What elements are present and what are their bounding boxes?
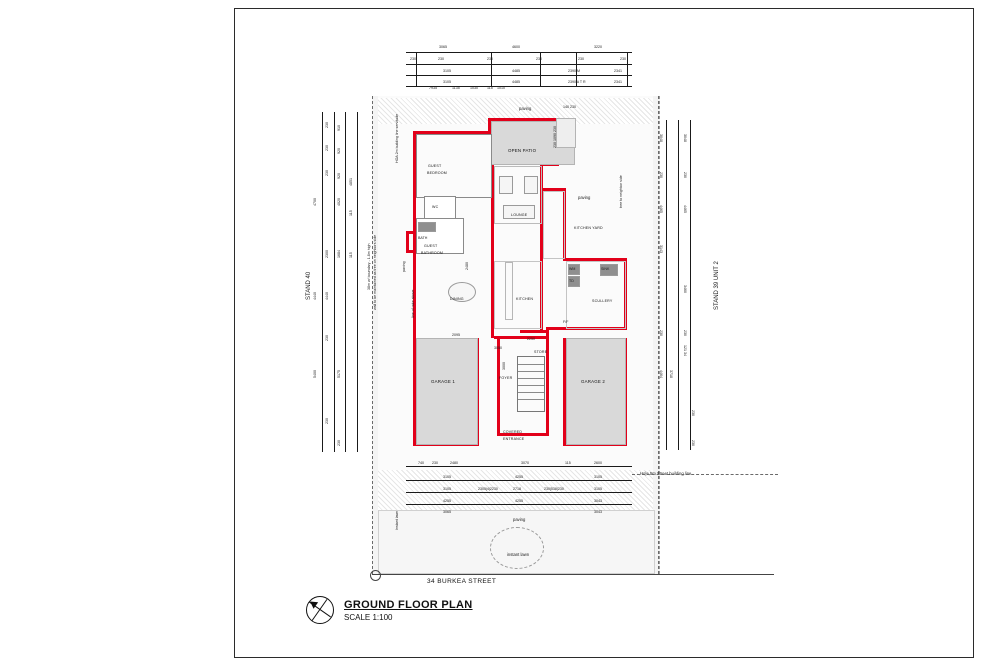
dim-top-row2-line — [406, 64, 632, 65]
fixture-label-td: TD — [569, 279, 574, 283]
dim-top-row3-line — [406, 75, 632, 76]
dim-bot-3105: 3105 — [443, 475, 451, 479]
dim-left-line2 — [334, 112, 335, 452]
dim-left-230-e: 230 — [325, 418, 329, 424]
dim-left-115b: 115 — [349, 252, 353, 258]
dim-right-3048b: 3048 — [683, 134, 687, 142]
boundary-wall-note2: wall to be maintained as tree on neighbors side — [373, 234, 377, 310]
dim-top-7935: 7935 — [429, 86, 437, 90]
bath-icon — [418, 222, 436, 232]
dim-top-1030: 1030 — [470, 86, 478, 90]
dim-left-4440: 4440 — [313, 292, 317, 300]
street-node-icon — [370, 570, 381, 581]
dim-bot-line1 — [406, 466, 632, 467]
dim-right-4464: 4464 — [659, 370, 663, 378]
room-garage2-fill — [566, 338, 626, 445]
dim-top-3065: 3065 — [439, 45, 447, 49]
dim-top-3105: 3105 — [443, 69, 451, 73]
dim-left-230-f: 230 — [337, 440, 341, 446]
dim-bot-115: 115 — [565, 461, 571, 465]
dim-right-line3 — [690, 120, 691, 450]
paving-label-left: paving — [402, 261, 406, 272]
kitchen-island-icon — [505, 262, 513, 320]
boundary-wall-note: 38m w/ boundary - 1.8m high — [367, 243, 371, 290]
dim-left-230-b: 230 — [325, 145, 329, 151]
dim-right-121-34: 121 34 — [683, 345, 687, 356]
room-label-foyer: FOYER — [499, 376, 513, 380]
dim-bot-2600: 2600 — [594, 461, 602, 465]
dim-top-small-1: 140 230 — [563, 105, 576, 109]
dim-bot-230: 230 — [432, 461, 438, 465]
dim-left-920b: 920 — [337, 173, 341, 179]
street-line-right — [654, 574, 774, 575]
scale-label: SCALE 1:100 — [344, 612, 393, 622]
dim-right-230c: 230 — [659, 330, 663, 336]
dim-top-row1-line — [406, 52, 632, 53]
dim-left-line3 — [345, 112, 346, 452]
dim-left-4020: 4020 — [337, 198, 341, 206]
street-building-line-note: Ho|e 5m Street building line — [640, 471, 692, 476]
dim-left-230-d: 230 — [325, 335, 329, 341]
room-label-store: STORE — [534, 350, 548, 354]
room-label-open-patio: OPEN PATIO — [508, 148, 537, 153]
dim-bot-line4 — [406, 504, 632, 505]
room-label-garage2: GARAGE 2 — [581, 379, 606, 384]
instant-lawn-note-left: Instant lawn — [395, 510, 399, 530]
fixture-label-bath: BATH — [418, 236, 428, 240]
room-label-wc: WC — [432, 205, 439, 209]
dim-left-230-a: 230 — [325, 122, 329, 128]
dim-top-3220: 3220 — [594, 45, 602, 49]
title-block — [306, 596, 473, 624]
dim-right-230e: 230 — [691, 410, 695, 416]
dim-top-1010: 1010 — [497, 86, 505, 90]
street-name-label: 34 BURKEA STREET — [427, 578, 497, 585]
dim-top-115: 115 — [487, 86, 493, 90]
dim-right-230f: 230 — [691, 440, 695, 446]
dim-bot-2305: 2305|4|2230 — [478, 487, 498, 491]
page-title: GROUND FLOOR PLAN — [344, 598, 473, 611]
dim-top-4600: 4600 — [512, 45, 520, 49]
room-label-garage1: GARAGE 1 — [431, 379, 456, 384]
dim-right-4465a: 4465 — [659, 205, 663, 213]
dim-top-3105b: 3105 — [443, 80, 451, 84]
room-label-covered-entrance-2: ENTRANCE — [503, 437, 525, 441]
dim-top-4485b: 4485 — [512, 80, 520, 84]
fixture-label-sink: SINK — [601, 267, 610, 271]
room-wc-outline — [424, 196, 456, 220]
dim-bot-3065: 3065 — [443, 510, 451, 514]
dim-right-230a: 230 — [659, 172, 663, 178]
dim-right-230b: 230 — [683, 172, 687, 178]
dim-left-910: 910 — [337, 125, 341, 131]
dim-top-230-b: 230 — [438, 57, 444, 61]
room-label-covered-entrance-1: COVERED — [503, 430, 523, 434]
dim-left-115: 115 — [349, 210, 353, 216]
dim-left-230-c: 230 — [325, 170, 329, 176]
dim-bot-3105b: 3105 — [594, 475, 602, 479]
stand-39-label: STAND 39 UNIT 2 — [714, 261, 720, 310]
dim-right-line1 — [666, 120, 667, 450]
room-label-scullery: SCULLERY — [592, 299, 613, 303]
paving-label-bottom: paving — [513, 517, 526, 522]
dim-right-3048a: 3048 — [659, 134, 663, 142]
dim-left-1684: 1684 — [337, 250, 341, 258]
dim-bot-230538: 230|538|230 — [544, 487, 564, 491]
dim-left-5400: 5400 — [313, 370, 317, 378]
tree-neighbor-note: tree to neighbor side — [619, 175, 623, 208]
dim-bot-3070: 3070 — [521, 461, 529, 465]
tree-symbol-icon — [490, 527, 544, 569]
wall-foyer-north — [494, 336, 549, 339]
instant-lawn-label: instant lawn — [507, 552, 530, 557]
dim-top-2341b: 2341 — [614, 80, 622, 84]
dim-bot-3105c: 3105 — [443, 487, 451, 491]
room-label-kitchen-yard: KITCHEN YARD — [574, 226, 603, 230]
dim-bot-line3 — [406, 492, 632, 493]
staircase-icon — [517, 356, 545, 412]
room-label-guest-bedroom-1: GUEST — [428, 164, 442, 168]
dim-bot-740: 740 — [418, 461, 424, 465]
dim-left-4440b: 4440 — [325, 292, 329, 300]
dim-right-4465b: 4465 — [683, 205, 687, 213]
dim-top-ext-1 — [416, 52, 417, 86]
dim-right-3460: 3460 — [683, 285, 687, 293]
room-label-lounge: LOUNGE — [511, 213, 528, 217]
dim-top-230-c: 230 — [487, 57, 493, 61]
dim-bot-3105d: 3105 — [594, 487, 602, 491]
hoa-building-line-note: HOA 2m building line servitude — [395, 113, 399, 163]
dim-left-line4 — [357, 112, 358, 452]
fixture-label-ff: F/F — [563, 320, 569, 324]
dim-bot-2718: 2718 — [513, 487, 521, 491]
street-boundary-line — [372, 574, 658, 575]
dim-left-4851: 4851 — [349, 178, 353, 186]
wall-store-north — [520, 330, 547, 333]
dim-left-920: 920 — [337, 148, 341, 154]
wall-foyer-west — [497, 338, 500, 436]
dim-right-3718: 3718 — [669, 370, 673, 378]
dim-bot-2480: 2480 — [450, 461, 458, 465]
armchair2-symbol-icon — [524, 176, 538, 194]
armchair-symbol-icon — [499, 176, 513, 194]
dim-top-ext-3 — [540, 52, 541, 86]
dim-int-3050: 3050 — [494, 346, 502, 350]
dim-top-4485: 4485 — [512, 69, 520, 73]
dim-top-small-2: 230 1090 230 — [553, 126, 557, 148]
wall-foyer-east — [546, 330, 549, 436]
room-label-dining: DINING — [450, 297, 464, 301]
room-label-guest-bathroom-1: GUEST — [424, 244, 438, 248]
paving-label-right: paving — [578, 195, 591, 200]
dim-top-row4-line — [406, 86, 632, 87]
dim-top-230-a: 230 — [410, 57, 416, 61]
room-garage1-fill — [416, 338, 478, 445]
dim-top-230-f: 230 — [620, 57, 626, 61]
dim-int-2095: 2095 — [452, 333, 460, 337]
dim-bot-line2 — [406, 480, 632, 481]
dim-left-line1 — [322, 112, 323, 452]
north-arrow-icon — [306, 596, 334, 624]
dim-top-2390m: 2390 M — [568, 69, 580, 73]
paving-label-top: paving — [519, 106, 532, 111]
boundary-left — [372, 96, 373, 574]
dim-top-2390atr: 2390 A T R — [568, 80, 586, 84]
dim-bot-3043b: 3043 — [594, 510, 602, 514]
dim-bot-4255b: 4255 — [443, 499, 451, 503]
dim-top-ext-5 — [627, 52, 628, 86]
dim-right-3143: 3143 — [659, 245, 663, 253]
dim-bot-3043: 3043 — [594, 499, 602, 503]
room-kitchen-yard-outline — [543, 191, 565, 259]
room-kitchen-outline — [494, 261, 542, 329]
dim-top-1135: 1135 — [452, 86, 460, 90]
dim-bot-4255: 4255 — [515, 475, 523, 479]
dim-left-5175: 5175 — [337, 370, 341, 378]
dim-top-230-d: 230 — [536, 57, 542, 61]
dim-int-3000: 3000 — [502, 362, 506, 370]
fixture-label-wm: WM — [569, 267, 576, 271]
dim-top-230-e: 230 — [578, 57, 584, 61]
dim-right-line2 — [678, 120, 679, 450]
trellis-note: line of rake above — [411, 289, 415, 318]
dim-int-2480: 2480 — [465, 262, 469, 270]
room-label-guest-bedroom-2: BEDROOM — [427, 171, 447, 175]
dim-bot-4255c: 4255 — [515, 499, 523, 503]
room-label-guest-bathroom-2: BATHROOM — [421, 251, 444, 255]
dim-left-2300: 2300 — [325, 250, 329, 258]
dim-right-230d: 230 — [683, 330, 687, 336]
dim-top-ext-2 — [491, 52, 492, 86]
dim-top-ext-4 — [576, 52, 577, 86]
stand-40-label: STAND 40 — [306, 271, 312, 300]
dim-int-2250: 2250 — [527, 337, 535, 341]
dim-top-2341: 2341 — [614, 69, 622, 73]
room-label-kitchen: KITCHEN — [516, 297, 534, 301]
dim-left-4700: 4700 — [313, 198, 317, 206]
